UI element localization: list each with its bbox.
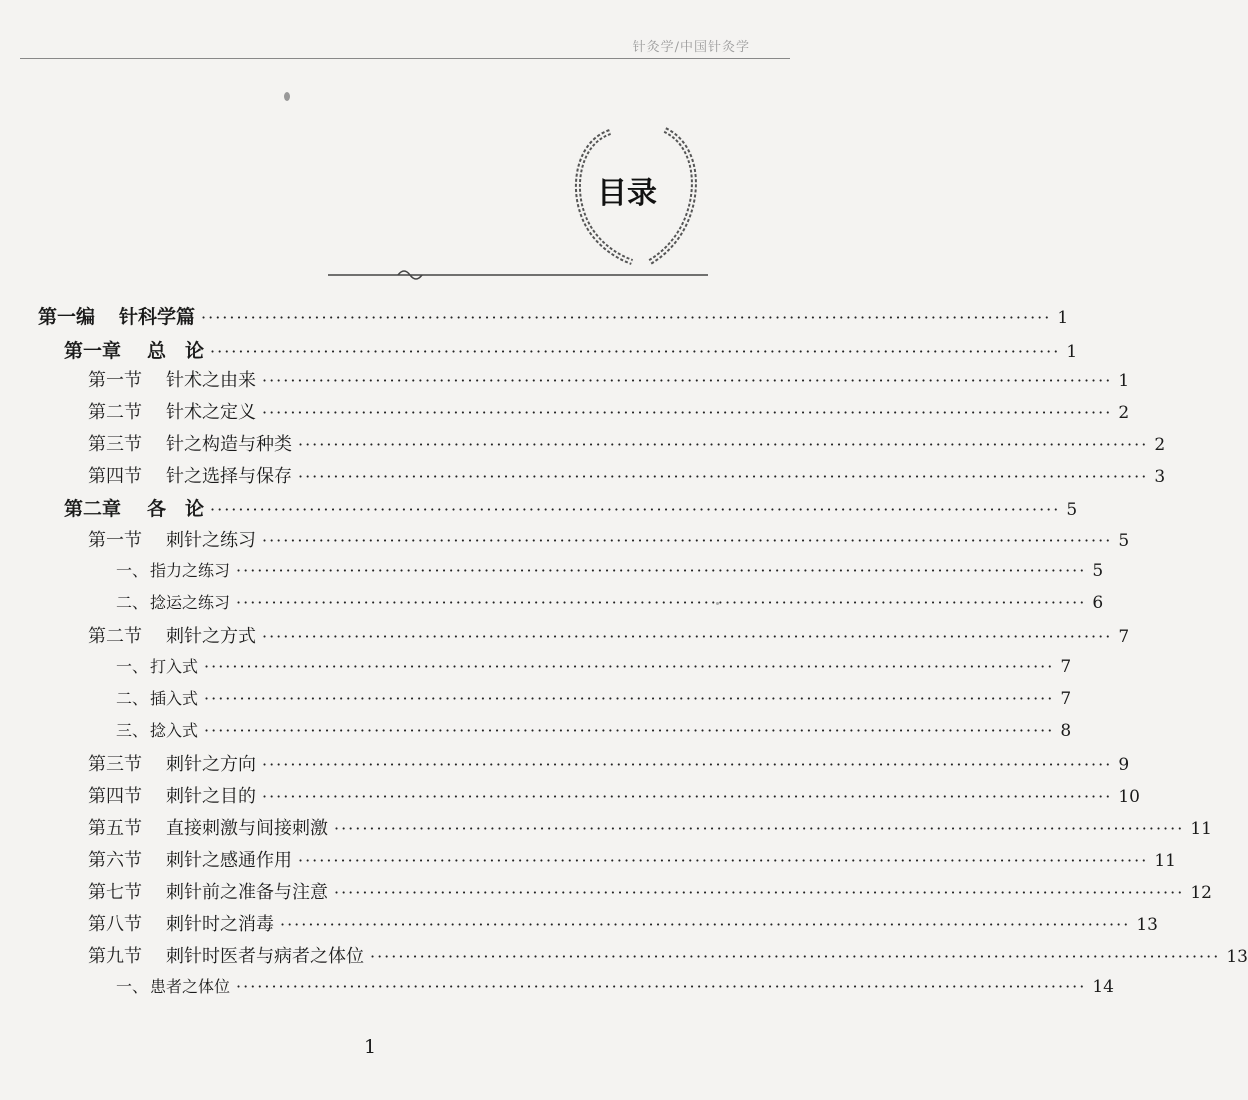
- toc-entry-title: 刺针之方向: [166, 754, 256, 775]
- toc-entry-title: 刺针之感通作用: [166, 850, 292, 871]
- toc-entry[interactable]: [88, 782, 1140, 808]
- toc-entry-page: 7: [1060, 657, 1072, 677]
- toc-entry[interactable]: [38, 302, 1069, 329]
- toc-entry-label: 第三节: [88, 434, 142, 455]
- toc-entry-page: 2: [1154, 435, 1166, 455]
- toc-entry-label: 第六节: [88, 850, 142, 871]
- toc-entry-page: 9: [1118, 755, 1130, 775]
- toc-entry-title: 直接刺激与间接刺激: [166, 818, 328, 839]
- toc-leader-dots: ························································································································: [236, 977, 1087, 996]
- toc-entry-title: 患者之体位: [150, 977, 231, 996]
- toc-entry-label: 第二章: [64, 498, 122, 520]
- toc-entry-page: 5: [1066, 500, 1078, 520]
- toc-entry-label: 第二节: [88, 402, 142, 423]
- toc-entry-title: 刺针之方式: [166, 626, 256, 647]
- toc-entry-page: 7: [1118, 627, 1130, 647]
- toc-leader-dots: ························································································································: [210, 500, 1061, 519]
- toc-entry-label: 第一章: [64, 340, 122, 362]
- toc-leader-dots: ························································································································: [334, 819, 1185, 838]
- toc-leader-dots: ························································································································: [370, 947, 1221, 966]
- toc-entry-title: 刺针时医者与病者之体位: [166, 946, 364, 967]
- toc-entry-label: 第四节: [88, 466, 142, 487]
- toc-entry-page: 11: [1154, 851, 1176, 871]
- toc-entry-page: 11: [1190, 819, 1212, 839]
- toc-entry[interactable]: [88, 846, 1176, 872]
- toc-entry[interactable]: [88, 910, 1158, 936]
- toc-entry-page: 3: [1154, 467, 1166, 487]
- toc-leader-dots: ························································································································: [236, 561, 1087, 580]
- toc-entry-title: 指力之练习: [150, 561, 231, 580]
- toc-entry-title: 总 论: [147, 340, 205, 362]
- toc-entry-label: 第三节: [88, 754, 142, 775]
- toc-leader-dots: ························································································································: [201, 308, 1052, 327]
- page-number: 1: [363, 1036, 377, 1058]
- toc-entry-label: 三、: [116, 721, 149, 740]
- toc-entry[interactable]: [88, 878, 1212, 904]
- toc-entry-label: 第九节: [88, 946, 142, 967]
- toc-entry-label: 一、: [116, 561, 149, 580]
- toc-entry[interactable]: [116, 974, 1114, 997]
- toc-entry-label: 一、: [116, 977, 149, 996]
- toc-entry-label: 第五节: [88, 818, 142, 839]
- toc-entry-page: 10: [1118, 787, 1140, 807]
- toc-entry-page: 2: [1118, 403, 1130, 423]
- toc-leader-dots: ························································································································: [204, 657, 1055, 676]
- toc-entry-label: 第八节: [88, 914, 142, 935]
- toc-entry-label: 二、: [116, 593, 149, 612]
- toc-entry-page: 12: [1190, 883, 1212, 903]
- toc-entry[interactable]: [88, 526, 1130, 552]
- toc-entry-title: 针术之由来: [166, 370, 256, 391]
- toc-entry-label: 第一节: [88, 530, 142, 551]
- toc-leader-dots: ························································································································: [236, 593, 1087, 612]
- toc-entry-title: 针术之定义: [166, 402, 256, 423]
- toc-leader-dots: ························································································································: [298, 851, 1149, 870]
- toc-leader-dots: ························································································································: [262, 403, 1113, 422]
- toc-entry-page: 1: [1118, 371, 1130, 391]
- toc-entry-title: 针科学篇: [119, 306, 196, 328]
- toc-entry-page: 8: [1060, 721, 1072, 741]
- toc-entry[interactable]: [64, 336, 1078, 363]
- toc-entry[interactable]: [116, 718, 1072, 741]
- toc-leader-dots: ························································································································: [262, 627, 1113, 646]
- toc-entry[interactable]: [88, 622, 1130, 648]
- toc-entry-page: 7: [1060, 689, 1072, 709]
- toc-leader-dots: ························································································································: [262, 531, 1113, 550]
- toc-entry-label: 第二节: [88, 626, 142, 647]
- toc-entry[interactable]: [88, 750, 1130, 776]
- toc-leader-dots: ························································································································: [334, 883, 1185, 902]
- toc-entry-page: 1: [1057, 308, 1069, 328]
- ink-smudge: [284, 92, 290, 101]
- toc-entry-title: 捻入式: [150, 721, 199, 740]
- toc-entry-page: 13: [1136, 915, 1158, 935]
- toc-entry[interactable]: [116, 654, 1072, 677]
- toc-entry-page: 1: [1066, 342, 1078, 362]
- toc-entry-page: 13: [1226, 947, 1248, 967]
- toc-entry[interactable]: [88, 462, 1166, 488]
- toc-entry-title: 各 论: [147, 498, 205, 520]
- toc-entry-label: 二、: [116, 689, 149, 708]
- toc-entry-title: 刺针时之消毒: [166, 914, 274, 935]
- toc-entry[interactable]: [116, 590, 1104, 613]
- toc-entry-label: 第七节: [88, 882, 142, 903]
- page-title: 目录: [597, 176, 657, 211]
- toc-entry-title: 刺针之目的: [166, 786, 256, 807]
- toc-entry[interactable]: [88, 942, 1248, 968]
- toc-leader-dots: ························································································································: [262, 755, 1113, 774]
- toc-entry-title: 捻运之练习: [150, 593, 231, 612]
- toc-entry[interactable]: [116, 686, 1072, 709]
- toc-entry-page: 14: [1092, 977, 1114, 997]
- toc-entry-title: 刺针之练习: [166, 530, 256, 551]
- toc-entry-page: 5: [1092, 561, 1104, 581]
- toc-entry[interactable]: [88, 430, 1166, 456]
- toc-leader-dots: ························································································································: [204, 689, 1055, 708]
- toc-entry-title: 针之选择与保存: [166, 466, 292, 487]
- toc-leader-dots: ························································································································: [262, 371, 1113, 390]
- toc-leader-dots: ························································································································: [298, 435, 1149, 454]
- toc-leader-dots: ························································································································: [280, 915, 1131, 934]
- toc-entry[interactable]: [88, 366, 1130, 392]
- toc-leader-dots: ························································································································: [262, 787, 1113, 806]
- decorative-flourish: [328, 268, 708, 282]
- toc-leader-dots: ························································································································: [298, 467, 1149, 486]
- toc-entry[interactable]: [88, 814, 1212, 840]
- toc-entry-page: 5: [1118, 531, 1130, 551]
- toc-entry[interactable]: [116, 558, 1104, 581]
- running-header: 针灸学/中国针灸学: [632, 40, 750, 55]
- toc-entry-label: 第一编: [38, 306, 96, 328]
- toc-entry[interactable]: [64, 494, 1078, 521]
- toc-entry-page: 6: [1092, 593, 1104, 613]
- toc-entry-label: 第一节: [88, 370, 142, 391]
- toc-leader-dots: ························································································································: [204, 721, 1055, 740]
- toc-entry[interactable]: [88, 398, 1130, 424]
- header-rule: [20, 58, 790, 59]
- toc-entry-title: 打入式: [150, 657, 199, 676]
- toc-entry-label: 一、: [116, 657, 149, 676]
- toc-entry-label: 第四节: [88, 786, 142, 807]
- toc-entry-title: 刺针前之准备与注意: [166, 882, 328, 903]
- toc-entry-title: 针之构造与种类: [166, 434, 292, 455]
- toc-leader-dots: ························································································································: [210, 342, 1061, 361]
- toc-entry-title: 插入式: [150, 689, 199, 708]
